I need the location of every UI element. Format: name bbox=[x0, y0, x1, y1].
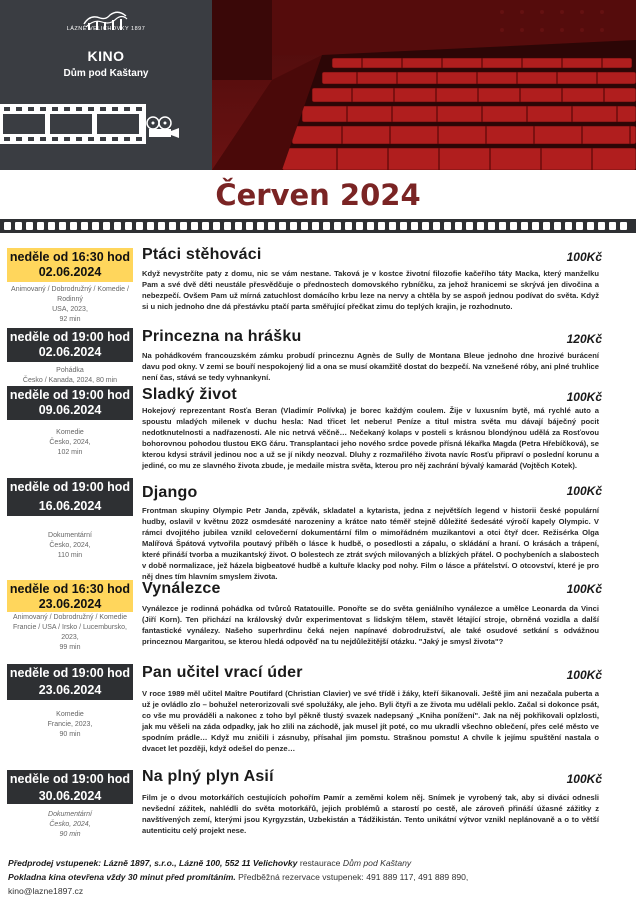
film-strip-icon bbox=[0, 104, 212, 144]
logo-text: LÁZNĚ VELICHOVKY 1897 bbox=[66, 26, 146, 32]
event-price: 100Kč bbox=[566, 668, 602, 682]
event-date: 02.06.2024 bbox=[38, 265, 102, 279]
reservation-phones: Předběžná rezervace vstupenek: 491 889 117, 491 889 890, bbox=[235, 872, 469, 882]
event-price: 100Kč bbox=[566, 772, 602, 786]
event-price: 100Kč bbox=[566, 484, 602, 498]
event-date-box bbox=[7, 664, 133, 700]
presale-address: Předprodej vstupenek: Lázně 1897, s.r.o., Lázně 100, 552 11 Velichovky bbox=[8, 858, 298, 868]
event-genre: Animovaný / Dobrodružný / Komedie / Rodinný USA, 2023, 92 min bbox=[11, 286, 129, 323]
event-genre: Komedie Francie, 2023, 90 min bbox=[47, 711, 93, 738]
presale-venue: Dům pod Kaštany bbox=[342, 858, 412, 868]
event-price: 100Kč bbox=[566, 250, 602, 264]
event-genre: Pohádka Česko / Kanada, 2024, 80 min bbox=[22, 367, 118, 384]
event-date: 09.06.2024 bbox=[38, 403, 102, 417]
event-date-box bbox=[7, 478, 133, 516]
event-date: 23.06.2024 bbox=[38, 683, 102, 697]
event-date-box bbox=[7, 328, 133, 362]
event-genre: Dokumentární Česko, 2024, 90 min bbox=[48, 811, 92, 838]
venue-name: Dům pod Kaštany bbox=[63, 68, 149, 79]
event-title: Ptáci stěhováci bbox=[142, 246, 262, 263]
event-date: 23.06.2024 bbox=[38, 597, 102, 611]
event-day-time: neděle od 19:00 hod bbox=[9, 330, 131, 344]
contact-email[interactable]: kino@lazne1897.cz bbox=[8, 886, 84, 896]
event-description: Frontman skupiny Olympic Petr Janda, zpěvák, skladatel a kytarista, jedna z největších legend v historii české populární hudby, oslavil v květnu 2022 osmdesáté narozeniny a krátce nato téměř stejně důležité šedesáté výročí kapely Olympic. V rámci dvojitého jubilea vznikl celovečerní dokumentární film o mimořádném muzikantovi a otci čtyř dcer. Režisérka Olga Malířová Špátová vytvořila poutavý příběh o lásce k hudbě, o posedlosti a zápalu, o skládání a hraní. O krásách a trápení, které přináší tvorba a muzikantský život. O bolestech ze ztrát svých milovaných a blízkých přátel. O pochybeních a slabostech v době normalizace, jež házela bigbeatové hudbě a kultuře klacky pod nohy. Film o lásce a přátelství. O otcovství, které je pro něj dnes tím hlavním smyslem života. bbox=[142, 506, 599, 581]
event-day-time: neděle od 19:00 hod bbox=[9, 772, 131, 786]
cinema-seats-image bbox=[212, 0, 636, 170]
event-description: Film je o dvou motorkářích cestujících pohořím Pamír a zeměmi kolem něj. Snímek je vyrobený tak, aby si diváci odnesli nevšední zážitek, nahlédli do světa motorkářů, jejich problémů a starostí po cestě, ale zároveň přináší úžasné zážitky z navštívených zemí, kterými jsou Kyrgyzstán, Uzbekistán a Tádžikistán. Tento unikátní výtvor vznikl neplánovaně a o to větší autenticitu celý projekt nese. bbox=[142, 793, 599, 835]
cashier-info bbox=[8, 870, 628, 884]
month-title: Červen 2024 bbox=[215, 178, 421, 212]
event-day-time: neděle od 19:00 hod bbox=[9, 480, 131, 494]
event-description: Na pohádkovém francouzském zámku probudí princeznu Agnès de Sully de Montana Bleue jednoho dne hrozivé burácení davu pod okny. V zemi se bouří nespokojený lid a ona se musí okamžitě dostat do bezpečí. Na vznešené róby, ani plné truhlice není čas, stává se tedy vyhnankyní. bbox=[142, 351, 599, 382]
event-price: 120Kč bbox=[566, 332, 602, 346]
header-info-panel bbox=[0, 0, 212, 170]
event-genre: Animovaný / Dobrodružný / Komedie Francie / USA / Irsko / Lucembursko, 2023, 99 min bbox=[13, 614, 127, 651]
event-description: Vynálezce je rodinná pohádka od tvůrců Ratatouille. Ponořte se do světa geniálního vynálezce a umělce Leonarda da Vinci (Jiří Korn). Ten přichází na královský dvůr experimentovat s lidským tělem, stavět létající stroje, obrněná vozidla a další fantastické vynálezy. Našeho superhrdinu čeká nejen napínavé dobrodružství, ale také osudové setkání s odvážnou princeznou Margaritou, se kterou hledá odpověď na tu nejdůležitější otázku. "Jaký je smysl života"? bbox=[142, 604, 599, 646]
film-strip-divider bbox=[0, 219, 636, 233]
event-date: 16.06.2024 bbox=[38, 499, 102, 513]
event-date-box bbox=[7, 770, 133, 804]
event-title: Na plný plyn Asií bbox=[142, 768, 274, 785]
event-date-box bbox=[7, 580, 133, 612]
presale-info: Předprodej vstupenek: Lázně 1897, s.r.o., Lázně 100, 552 11 Velichovky restaurace Dům pod Kaštany bbox=[8, 858, 412, 868]
event-date-box bbox=[7, 248, 133, 282]
event-genre: Dokumentární Česko, 2024, 110 min bbox=[48, 532, 92, 559]
cinema-hall-photo bbox=[212, 0, 636, 170]
event-description: V roce 1989 měl učitel Maître Poutifard (Christian Clavier) ve své třídě i žáky, kteří šikanovali. Ještě jim ani nezačala puberta a už je ovládlo zlo – bohužel neterorizovali své spolužáky, ale jeho. Byli čtyři a ze života mu udělali peklo. Začal si dokonce psát, co vše mu prováděli a nakonec z toho byl pěkně tlustý svazek nadepsaný „Kniha ponížení". Jak na něj pokřikovali oplzlosti, jak mu věšeli na záda odpadky, jak ho zlili na záchodě, jak musel jít poté, co mu ukradli všechno oblečení, přes celé město ve spodním prádle… Když mu zničili i zásnuby, přísahal jim pomstu. Strašnou pomstu! A chvíle k jejímu spuštění nastala o dvacet let později, když odešel do penze… bbox=[142, 689, 599, 753]
event-title: Pan učitel vrací úder bbox=[142, 664, 303, 681]
event-price: 100Kč bbox=[566, 390, 602, 404]
header bbox=[0, 0, 636, 170]
cashier-hours: Pokladna kina otevřena vždy 30 minut před promítáním. bbox=[8, 872, 236, 882]
event-title: Vynálezce bbox=[142, 580, 221, 597]
event-date-box bbox=[7, 386, 133, 420]
event-title: Django bbox=[142, 484, 198, 501]
event-day-time: neděle od 16:30 hod bbox=[9, 582, 131, 596]
projector-icon bbox=[146, 116, 180, 138]
event-title: Princezna na hrášku bbox=[142, 328, 302, 345]
event-date: 02.06.2024 bbox=[38, 345, 102, 359]
footer bbox=[8, 856, 628, 898]
event-description: Když nevystrčíte paty z domu, nic se vám nestane. Taková je v kostce životní filozofie kačeřího táty Macka, který manželku Pam a své dvě děti neustále přesvědčuje o přednostech domovského rybníčku, za jehož hranicemi se skrývá jen divočina a nebezpečí. Ovšem Pam už mírná zatuchlost domácího krbu leze na nervy a chtěla by se aspoň jednou podívat do světa. Když si u nich jednoho dne dá přestávku ptačí parta směřující přečkat zimu do teplých krajin, je rozhodnuto. bbox=[142, 269, 599, 311]
event-day-time: neděle od 19:00 hod bbox=[9, 388, 131, 402]
kino-heading: KINO bbox=[87, 48, 125, 64]
event-day-time: neděle od 19:00 hod bbox=[9, 666, 131, 680]
event-genre: Komedie Česko, 2024, 102 min bbox=[49, 429, 91, 456]
event-date: 30.06.2024 bbox=[38, 789, 102, 803]
event-day-time: neděle od 16:30 hod bbox=[9, 250, 131, 264]
event-price: 100Kč bbox=[566, 582, 602, 596]
event-description: Hokejový reprezentant Rosťa Beran (Vladimír Polívka) je borec každým coulem. Žije v luxusním bytě, má rychlé auto a spoustu mladých milenek v duchu hesla: Nad třicet let neberu! Peníze a titul mistra světa mu dávají báječný pocit nedotknutelnosti a nadřazenosti. Ale nic netrvá věčně… Nečekaný kolaps v posteli s krásnou blondýnou udělá za Rosťovou bohorovnou pohodou tlustou EKG čáru. Transplantaci jeho nového srdce povede přísná lékařka Magda (Petra Hřebíčková), se kterou kdysi strávil jedinou noc a už se jí nikdy neozval. Dluhy z rozmařilého života navíc Rosťu připraví o poslední korunu a jediné, co mu ze slavného života zbude, je medaile mistra světa, kterou pro něj zachrání bývalý kamarád (Vojtěch Kotek). bbox=[142, 406, 599, 470]
event-title: Sladký život bbox=[142, 386, 237, 403]
